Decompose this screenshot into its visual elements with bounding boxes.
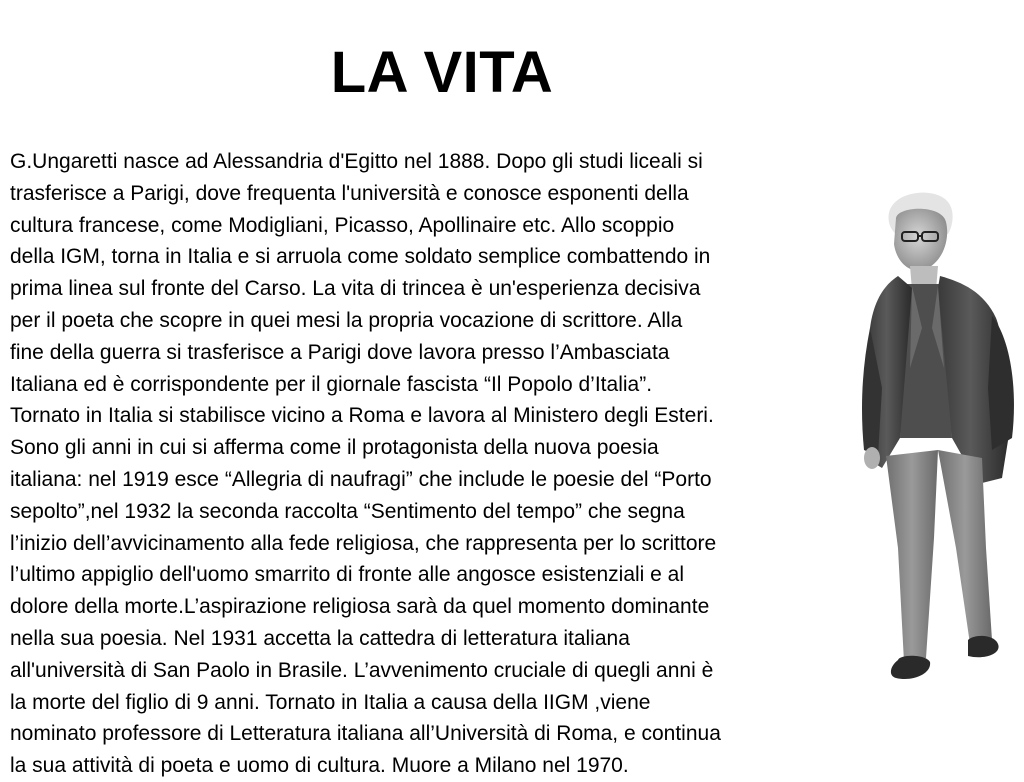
biography-line: Tornato in Italia si stabilisce vicino a Roma e lavora al Ministero degli Esteri. [10, 404, 714, 428]
biography-line: Sono gli anni in cui si afferma come il protagonista della nuova poesia [10, 436, 659, 460]
biography-line: sepolto”,nel 1932 la seconda raccolta “Sentimento del tempo” che segna [10, 499, 685, 523]
biography-line: dolore della morte.L’aspirazione religiosa sarà da quel momento dominante [10, 595, 710, 619]
poet-photo [852, 188, 1024, 700]
biography-line: trasferisce a Parigi, dove frequenta l'università e conosce esponenti della [10, 181, 689, 205]
biography-line: all'università di San Paolo in Brasile. L’avvenimento cruciale di quegli anni è [10, 658, 714, 682]
biography-line: l’inizio dell’avvicinamento alla fede religiosa, che rappresenta per lo scrittore [10, 531, 717, 555]
biography-line: prima linea sul fronte del Carso. La vita di trincea è un'esperienza decisiva [10, 277, 701, 301]
biography-line: la morte del figlio di 9 anni. Tornato in Italia a causa della IIGM ,viene [10, 690, 651, 714]
biography-line: della IGM, torna in Italia e si arruola come soldato semplice combattendo in [10, 245, 711, 269]
biography-line: cultura francese, come Modigliani, Picasso, Apollinaire etc. Allo scoppio [10, 213, 675, 237]
biography-line: Italiana ed è corrispondente per il giornale fascista “Il Popolo d’Italia”. [10, 372, 653, 396]
biography-line: nella sua poesia. Nel 1931 accetta la cattedra di letteratura italiana [10, 626, 630, 650]
biography-line: italiana: nel 1919 esce “Allegria di naufragi” che include le poesie del “Porto [10, 467, 712, 491]
slide-title: LA VITA [330, 40, 554, 105]
biography-line: G.Ungaretti nasce ad Alessandria d'Egitto nel 1888. Dopo gli studi liceali si [10, 150, 703, 173]
biography-line: nominato professore di Letteratura italiana all’Università di Roma, e continua [10, 722, 721, 746]
biography-line: fine della guerra si trasferisce a Parigi dove lavora presso l’Ambasciata [10, 340, 670, 364]
biography-text [10, 146, 890, 782]
biography-line: la sua attività di poeta e uomo di cultura. Muore a Milano nel 1970. [10, 754, 629, 778]
biography-line: l’ultimo appiglio dell'uomo smarrito di fronte alle angosce esistenziali e al [10, 563, 685, 587]
biography-line: per il poeta che scopre in quei mesi la propria vocazione di scrittore. Alla [10, 308, 683, 332]
